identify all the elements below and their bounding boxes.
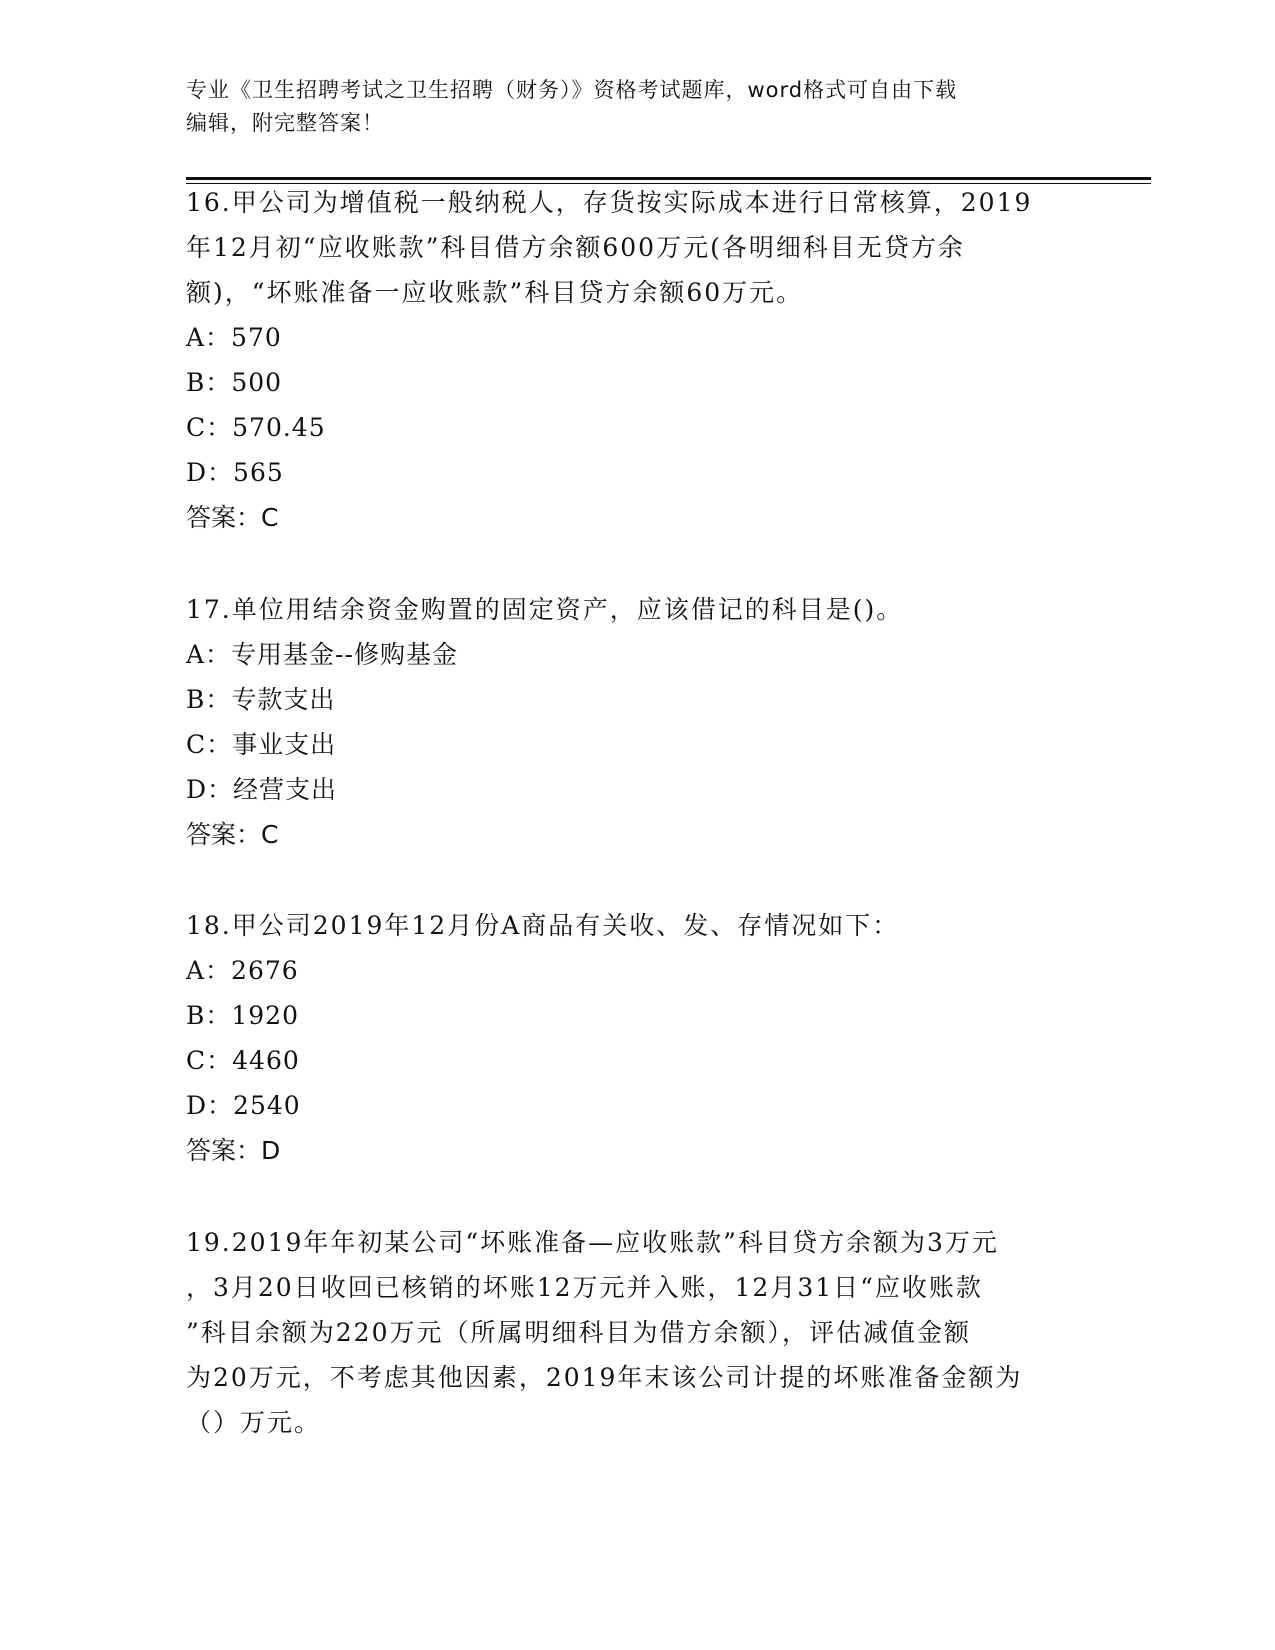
option-d: D：2540 xyxy=(186,1091,301,1120)
option-a: A：570 xyxy=(186,323,282,352)
question-18 xyxy=(186,903,1086,1173)
option-c: C：事业支出 xyxy=(186,730,337,759)
question-text-line: 18.甲公司2019年12月份A商品有关收、发、存情况如下： xyxy=(186,911,900,940)
option-d: D：经营支出 xyxy=(186,775,338,804)
option-c: C：4460 xyxy=(186,1046,300,1075)
question-19 xyxy=(186,1220,1086,1445)
header-line-1: 专业《卫生招聘考试之卫生招聘（财务）》资格考试题库，word格式可自由下载 xyxy=(186,78,958,102)
document-header xyxy=(186,74,1086,140)
question-17 xyxy=(186,587,1086,857)
option-b: B：专款支出 xyxy=(186,685,336,714)
answer: 答案：C xyxy=(186,503,279,532)
question-text-line: 年12月初“应收账款”科目借方余额600万元(各明细科目无贷方余 xyxy=(186,233,965,262)
option-b: B：500 xyxy=(186,368,283,397)
option-c: C：570.45 xyxy=(186,413,326,442)
option-d: D：565 xyxy=(186,458,284,487)
question-text-line: 为20万元，不考虑其他因素，2019年末该公司计提的坏账准备金额为 xyxy=(186,1363,1023,1392)
option-b: B：1920 xyxy=(186,1001,299,1030)
question-text-line: 16.甲公司为增值税一般纳税人，存货按实际成本进行日常核算，2019 xyxy=(186,188,1033,217)
question-text-line: （）万元。 xyxy=(186,1408,322,1437)
question-text-line: 额)，“坏账准备一应收账款”科目贷方余额60万元。 xyxy=(186,278,804,307)
header-line-2: 编辑，附完整答案！ xyxy=(186,111,384,135)
answer: 答案：C xyxy=(186,820,279,849)
option-a: A：专用基金--修购基金 xyxy=(186,640,458,669)
question-16 xyxy=(186,180,1086,540)
question-text-line: ”科目余额为220万元（所属明细科目为借方余额），评估减值金额 xyxy=(186,1318,972,1347)
question-text-line: 17.单位用结余资金购置的固定资产，应该借记的科目是()。 xyxy=(186,595,904,624)
question-text-line: ，3月20日收回已核销的坏账12万元并入账，12月31日“应收账款 xyxy=(186,1273,983,1302)
question-text-line: 19.2019年年初某公司“坏账准备—应收账款”科目贷方余额为3万元 xyxy=(186,1228,999,1257)
answer: 答案：D xyxy=(186,1136,281,1165)
option-a: A：2676 xyxy=(186,956,299,985)
